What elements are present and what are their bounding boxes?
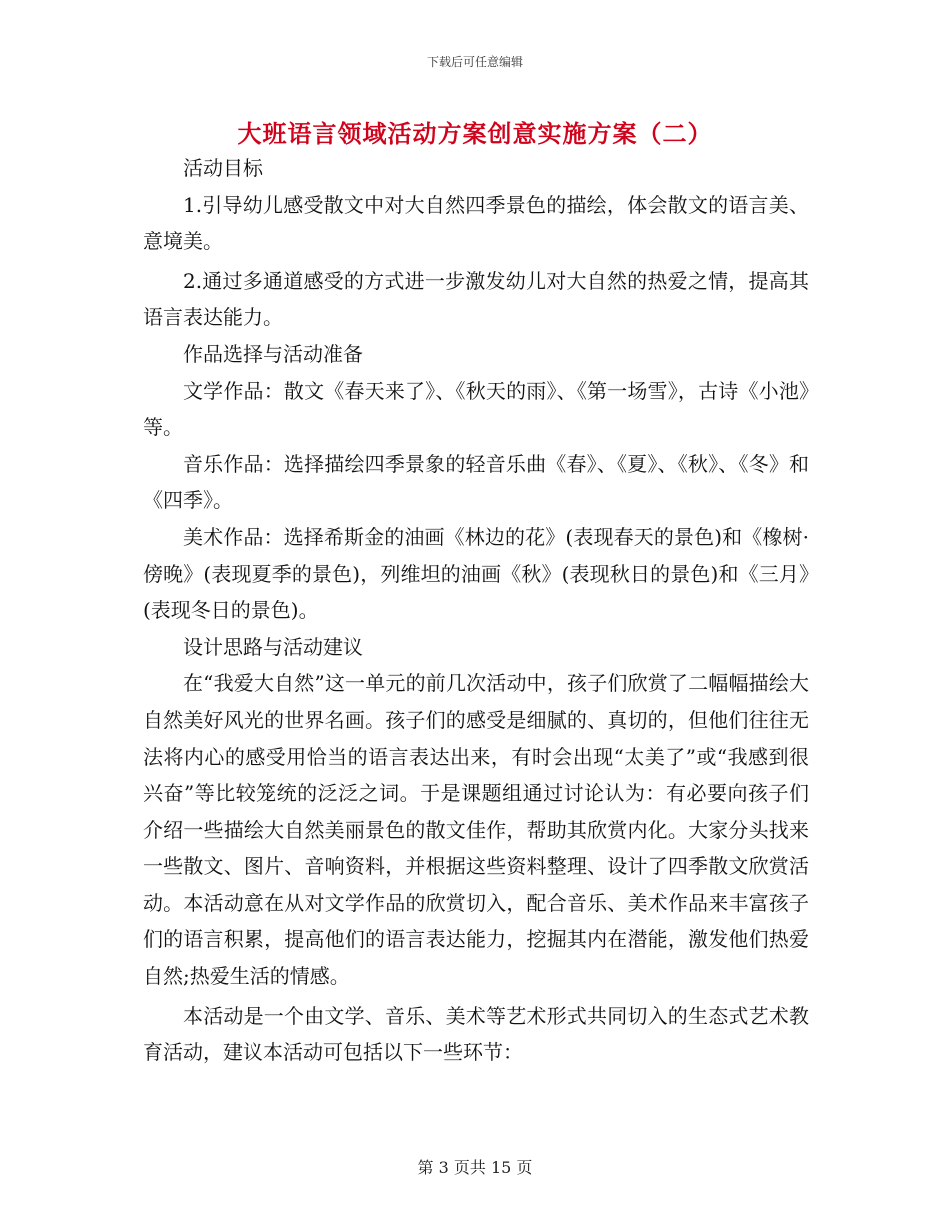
paragraph-music-works: 音乐作品：选择描绘四季景象的轻音乐曲《春》、《夏》、《秋》、《冬》和《四季》。 — [143, 451, 809, 513]
paragraph-art-works: 美术作品：选择希斯金的油画《林边的花》(表现春天的景色)和《橡树·傍晚》(表现夏季的景色)，列维坦的油画《秋》(表现秋日的景色)和《三月》(表现冬日的景色)。 — [143, 524, 809, 623]
heading-works-preparation: 作品选择与活动准备 — [183, 341, 363, 366]
paragraph-design-description: 在“我爱大自然”这一单元的前几次活动中，孩子们欣赏了二幅幅描绘大自然美好风光的世界名画。孩子们的感受是细腻的、真切的，但他们往往无法将内心的感受用恰当的语言表达出来，有时会出现“太美了”或“我感到很兴奋”等比较笼统的泛泛之词。于是课题组通过讨论认为：有必要向孩子们介绍一些描绘大自然美丽景色的散文佳作，帮助其欣赏内化。大家分头找来一些散文、图片、音响资料，并根据这些资料整理、设计了四季散文欣赏活动。本活动意在从对文学作品的欣赏切入，配合音乐、美术作品来丰富孩子们的语言积累，提高他们的语言表达能力，挖掘其内在潜能，激发他们热爱自然;热爱生活的情感。 — [143, 671, 809, 989]
heading-design-ideas: 设计思路与活动建议 — [183, 634, 363, 659]
paragraph-literary-works: 文学作品：散文《春天来了》、《秋天的雨》、《第一场雪》，古诗《小池》等。 — [143, 378, 809, 440]
goal-item-1: 1.引导幼儿感受散文中对大自然四季景色的描绘，体会散文的语言美、意境美。 — [143, 192, 809, 254]
goal-item-2: 2.通过多通道感受的方式进一步激发幼儿对大自然的热爱之情，提高其语言表达能力。 — [143, 268, 809, 330]
page-number: 第 3 页共 15 页 — [417, 1158, 533, 1177]
document-body — [143, 150, 809, 1071]
header-note: 下载后可任意编辑 — [426, 55, 523, 69]
heading-activity-goals: 活动目标 — [183, 156, 263, 180]
document-title: 大班语言领域活动方案创意实施方案（二） — [237, 119, 713, 148]
paragraph-activity-summary: 本活动是一个由文学、音乐、美术等艺术形式共同切入的生态式艺术教育活动，建议本活动可包括以下一些环节： — [143, 1003, 809, 1065]
